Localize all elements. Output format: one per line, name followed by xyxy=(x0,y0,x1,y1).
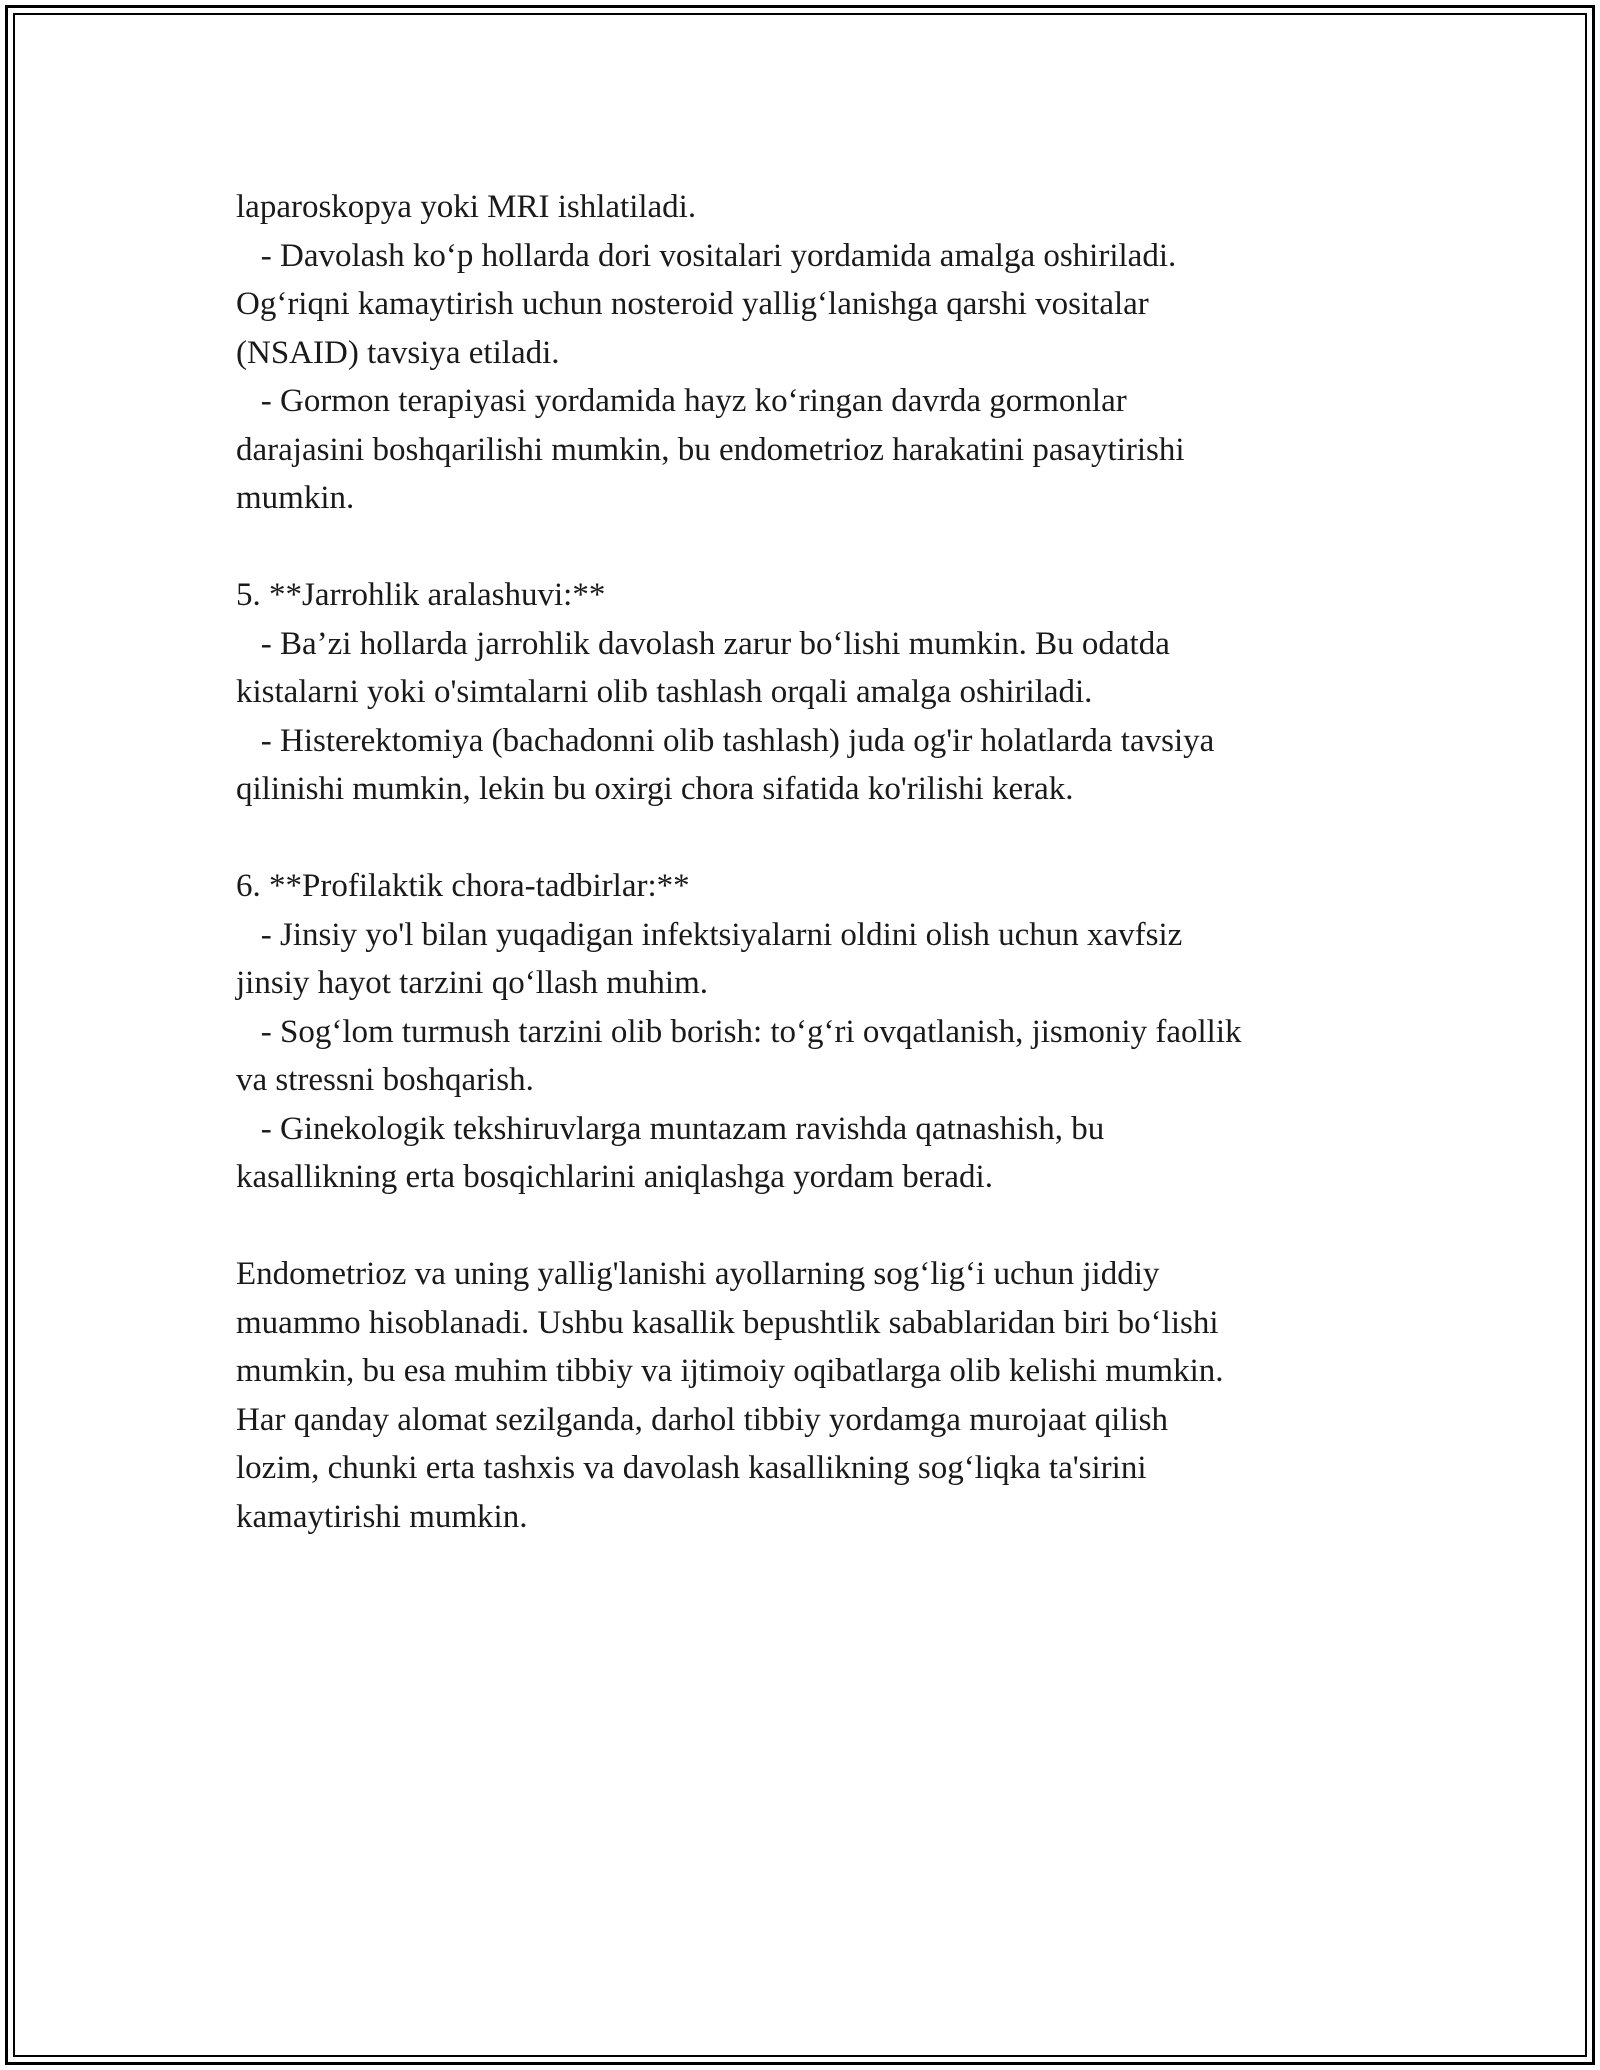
text-line: jinsiy hayot tarzini qoʻllash muhim. xyxy=(236,965,709,1001)
text-line: mumkin. xyxy=(236,480,355,516)
text-line: darajasini boshqarilishi mumkin, bu endometrioz harakatini pasaytirishi xyxy=(236,431,1185,468)
text-line: - Gormon terapiyasi yordamida hayz koʻringan davrda gormonlar xyxy=(236,383,1127,419)
text-line: kamaytirishi mumkin. xyxy=(236,1498,528,1535)
text-line: - Sogʻlom turmush tarzini olib borish: toʻgʻri ovqatlanish, jismoniy faollik xyxy=(236,1013,1242,1050)
text-line: muammo hisoblanadi. Ushbu kasallik bepushtlik sabablaridan biri boʻlishi xyxy=(236,1304,1219,1341)
text-line: laparoskopya yoki MRI ishlatiladi. xyxy=(236,189,697,225)
text-line: - Ba’zi hollarda jarrohlik davolash zarur boʻlishi mumkin. Bu odatda xyxy=(236,625,1170,662)
section-6 xyxy=(236,862,1386,1202)
text-line: - Histerektomiya (bachadonni olib tashlash) juda og'ir holatlarda tavsiya xyxy=(236,722,1215,759)
section-heading: 5. **Jarrohlik aralashuvi:** xyxy=(236,577,606,613)
text-line: - Davolash koʻp hollarda dori vositalari yordamida amalga oshiriladi. xyxy=(236,237,1177,274)
text-line: qilinishi mumkin, lekin bu oxirgi chora sifatida ko'rilishi kerak. xyxy=(236,771,1074,807)
text-line: - Jinsiy yo'l bilan yuqadigan infektsiyalarni oldini olish uchun xavfsiz xyxy=(236,916,1183,953)
text-line: (NSAID) tavsiya etiladi. xyxy=(236,334,560,371)
text-line: Har qanday alomat sezilganda, darhol tibbiy yordamga murojaat qilish xyxy=(236,1401,1168,1438)
text-line: lozim, chunki erta tashxis va davolash kasallikning sogʻliqka ta'sirini xyxy=(236,1450,1147,1486)
paragraph-spacer xyxy=(236,523,1386,572)
section-heading: 6. **Profilaktik chora-tadbirlar:** xyxy=(236,868,690,904)
intro-block xyxy=(236,183,1386,523)
paragraph-spacer xyxy=(236,814,1386,863)
text-line: Ogʻriqni kamaytirish uchun nosteroid yalligʻlanishga qarshi vositalar xyxy=(236,286,1149,322)
text-line: - Ginekologik tekshiruvlarga muntazam ravishda qatnashish, bu xyxy=(236,1110,1105,1147)
paragraph-spacer xyxy=(236,1202,1386,1251)
text-line: va stressni boshqarish. xyxy=(236,1062,534,1098)
text-line: kasallikning erta bosqichlarini aniqlashga yordam beradi. xyxy=(236,1159,993,1195)
section-5 xyxy=(236,571,1386,814)
text-line: Endometrioz va uning yallig'lanishi ayollarning sogʻligʻi uchun jiddiy xyxy=(236,1256,1160,1292)
conclusion-paragraph xyxy=(236,1250,1386,1541)
document-body xyxy=(236,183,1386,1541)
text-line: mumkin, bu esa muhim tibbiy va ijtimoiy oqibatlarga olib kelishi mumkin. xyxy=(236,1353,1224,1389)
text-line: kistalarni yoki o'simtalarni olib tashlash orqali amalga oshiriladi. xyxy=(236,674,1093,710)
